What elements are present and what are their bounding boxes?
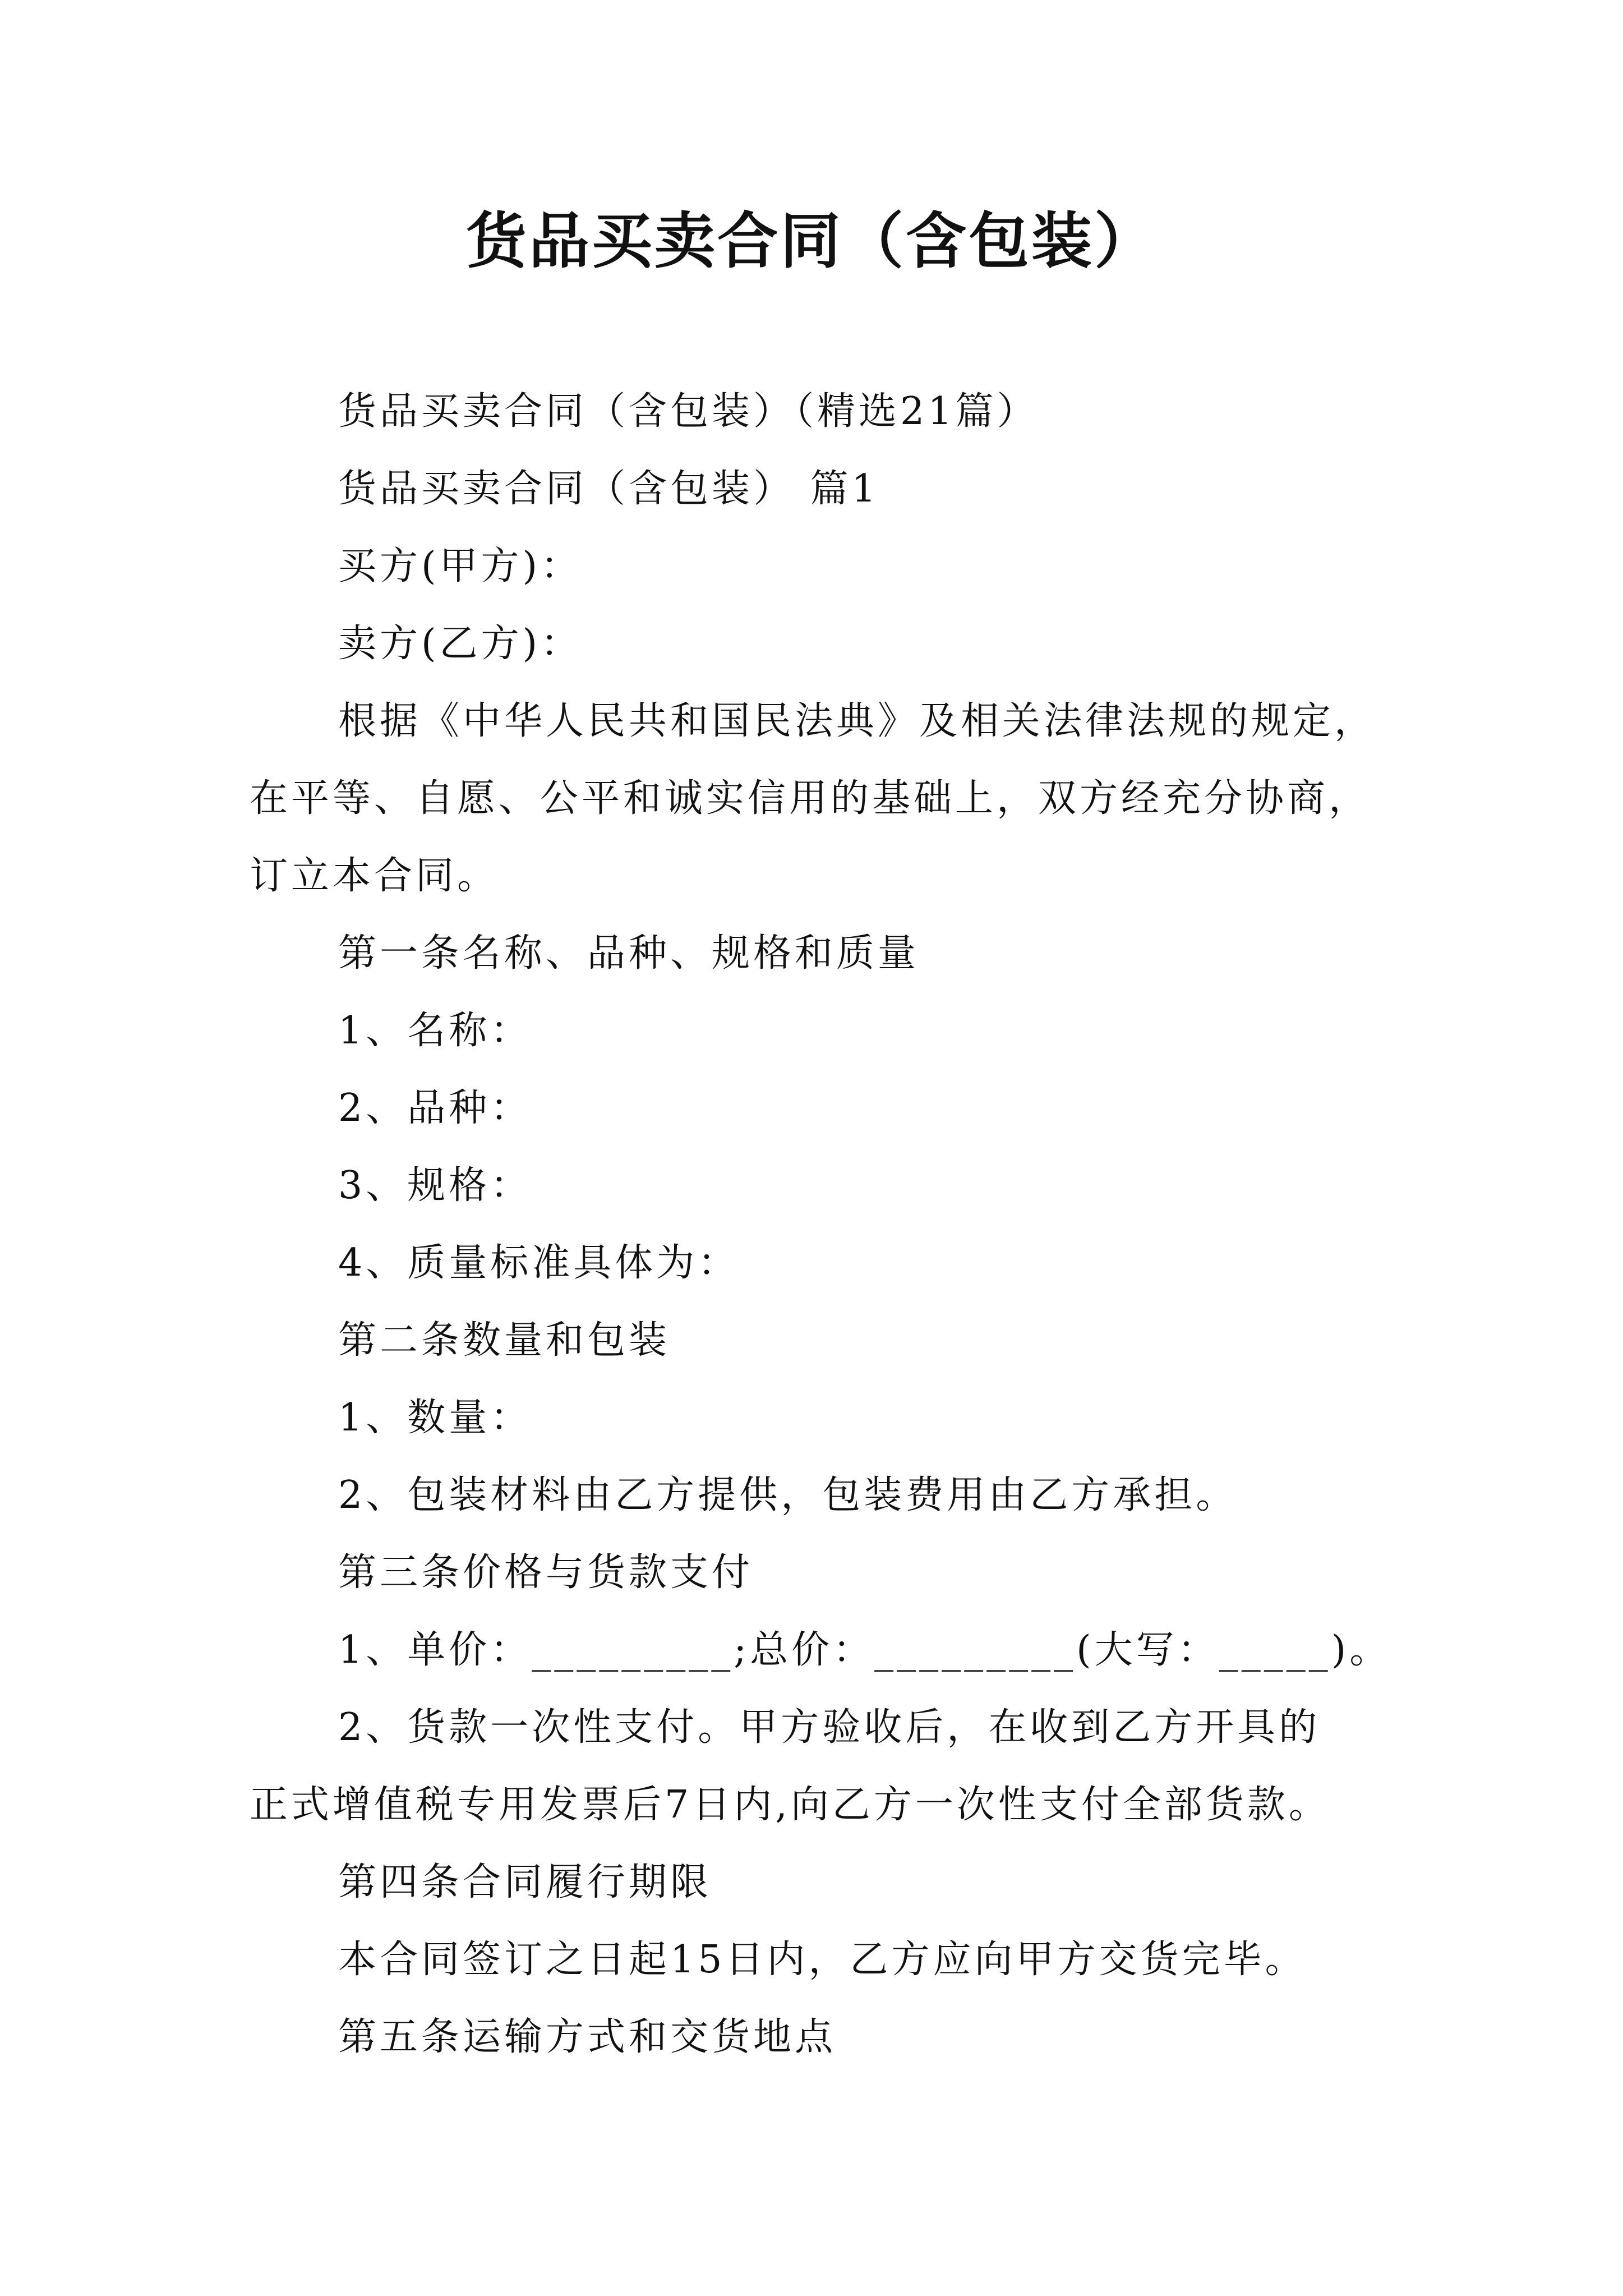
clause-line: 2、包装材料由乙方提供，包装费用由乙方承担。 xyxy=(338,1473,1238,1517)
seller-line: 卖方(乙方)： xyxy=(338,622,583,666)
article-heading: 第二条数量和包装 xyxy=(338,1318,671,1363)
buyer-line: 买方(甲方)： xyxy=(338,544,583,588)
article-heading: 第四条合同履行期限 xyxy=(338,1860,712,1904)
paragraph-line: 在平等、自愿、公平和诚实信用的基础上，双方经充分协商， xyxy=(250,776,1371,821)
clause-line: 1、数量： xyxy=(338,1396,532,1440)
clause-line: 1、名称： xyxy=(338,1009,532,1053)
clause-line: 正式增值税专用发票后7日内,向乙方一次性支付全部货款。 xyxy=(250,1783,1330,1827)
article-heading: 第五条运输方式和交货地点 xyxy=(338,2015,837,2059)
paragraph-line: 订立本合同。 xyxy=(250,854,499,898)
article-heading: 第三条价格与货款支付 xyxy=(338,1550,754,1595)
subtitle-line: 货品买卖合同（含包装）（精选21篇） xyxy=(338,389,1039,434)
clause-line: 本合同签订之日起15日内，乙方应向甲方交货完毕。 xyxy=(338,1938,1307,1982)
clause-line: 2、品种： xyxy=(338,1086,532,1130)
document-body xyxy=(250,373,1405,2076)
clause-line: 3、规格： xyxy=(338,1163,532,1208)
clause-line: 2、货款一次性支付。甲方验收后，在收到乙方开具的 xyxy=(338,1705,1321,1750)
clause-line: 1、单价：_________;总价：_________(大写：_____)。 xyxy=(338,1628,1391,1672)
article-heading: 第一条名称、品种、规格和质量 xyxy=(338,931,920,976)
clause-line: 4、质量标准具体为： xyxy=(338,1241,740,1285)
document-title: 货品买卖合同（含包装） xyxy=(465,206,1157,277)
paragraph-line: 根据《中华人民共和国民法典》及相关法律法规的规定， xyxy=(338,699,1376,743)
section-heading-1: 货品买卖合同（含包装） 篇1 xyxy=(338,467,879,511)
